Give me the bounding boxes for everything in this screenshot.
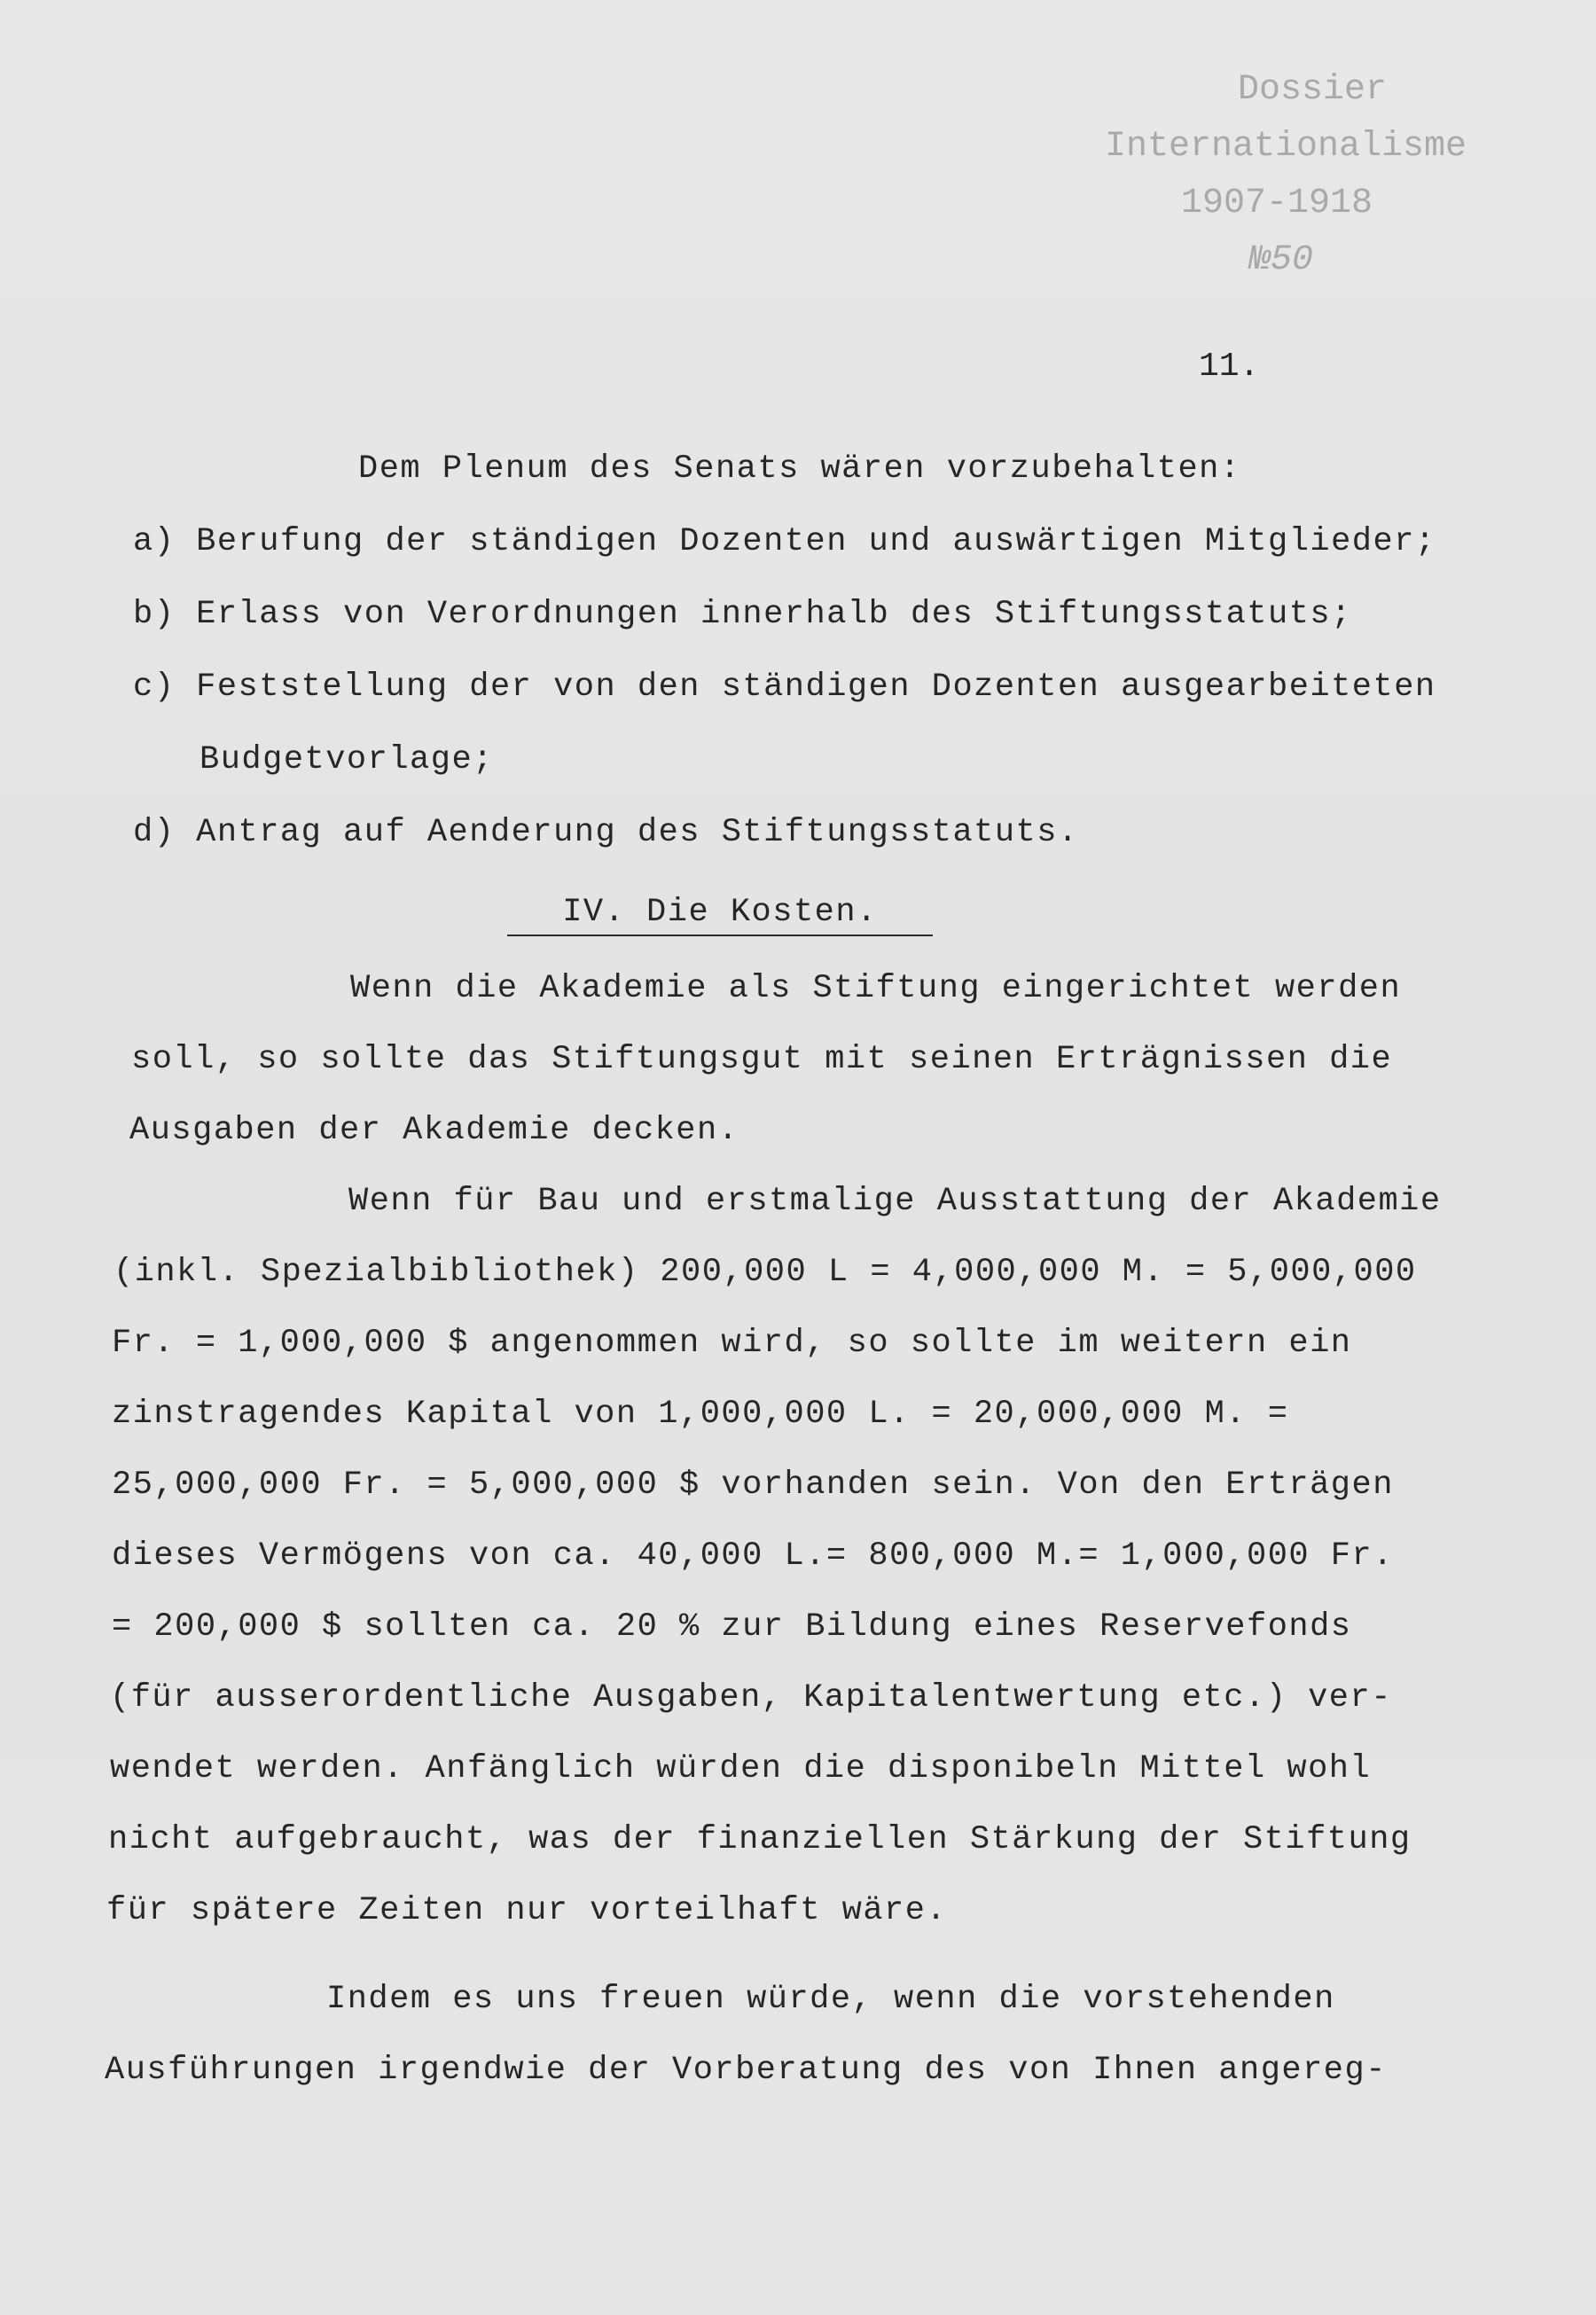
page-number: 11. bbox=[1199, 348, 1260, 386]
list-item-a: a) Berufung der ständigen Dozenten und auswärtigen Mitglieder; bbox=[133, 523, 1436, 560]
list-item-c: c) Feststellung der von den ständigen Dozenten ausgearbeiteten bbox=[133, 669, 1436, 706]
text-line: (inkl. Spezialbibliothek) 200,000 L = 4,000,000 M. = 5,000,000 bbox=[113, 1254, 1417, 1291]
list-item-d: d) Antrag auf Aenderung des Stiftungsstatuts. bbox=[133, 814, 1079, 851]
section-heading: IV. Die Kosten. bbox=[507, 894, 933, 936]
text-line: = 200,000 $ sollten ca. 20 % zur Bildung eines Reservefonds bbox=[112, 1608, 1352, 1646]
list-item-b: b) Erlass von Verordnungen innerhalb des Stiftungsstatuts; bbox=[133, 596, 1352, 633]
text-line: Indem es uns freuen würde, wenn die vorstehenden bbox=[326, 1981, 1335, 2018]
text-line: (für ausserordentliche Ausgaben, Kapitalentwertung etc.) ver- bbox=[110, 1679, 1392, 1717]
text-line: Wenn die Akademie als Stiftung eingerichtet werden bbox=[350, 970, 1402, 1007]
archive-stamp bbox=[1091, 62, 1498, 289]
stamp-line-dossier: Dossier bbox=[1237, 70, 1388, 110]
stamp-line-years: 1907-1918 bbox=[1180, 184, 1373, 223]
text-line: für spätere Zeiten nur vorteilhaft wäre. bbox=[106, 1892, 948, 1929]
text-line: dieses Vermögens von ca. 40,000 L.= 800,000 M.= 1,000,000 Fr. bbox=[112, 1537, 1394, 1575]
text-line: zinstragendes Kapital von 1,000,000 L. = 20,000,000 M. = bbox=[112, 1396, 1289, 1433]
text-line: soll, so sollte das Stiftungsgut mit seinen Erträgnissen die bbox=[131, 1041, 1393, 1078]
stamp-line-number: №50 bbox=[1248, 240, 1313, 280]
text-line: Dem Plenum des Senats wären vorzubehalten: bbox=[358, 450, 1241, 488]
text-line: Fr. = 1,000,000 $ angenommen wird, so sollte im weitern ein bbox=[112, 1325, 1352, 1362]
stamp-line-internationalisme: Internationalisme bbox=[1104, 127, 1467, 167]
text-line: nicht aufgebraucht, was der finanziellen Stärkung der Stiftung bbox=[108, 1821, 1412, 1858]
text-line: Wenn für Bau und erstmalige Ausstattung der Akademie bbox=[348, 1183, 1442, 1220]
text-line: Ausführungen irgendwie der Vorberatung des von Ihnen angereg- bbox=[105, 2052, 1387, 2089]
text-line: 25,000,000 Fr. = 5,000,000 $ vorhanden sein. Von den Erträgen bbox=[112, 1466, 1394, 1504]
text-line: Ausgaben der Akademie decken. bbox=[129, 1112, 739, 1149]
text-line: wendet werden. Anfänglich würden die disponibeln Mittel wohl bbox=[110, 1750, 1372, 1787]
list-item-c-continued: Budgetvorlage; bbox=[200, 741, 494, 778]
